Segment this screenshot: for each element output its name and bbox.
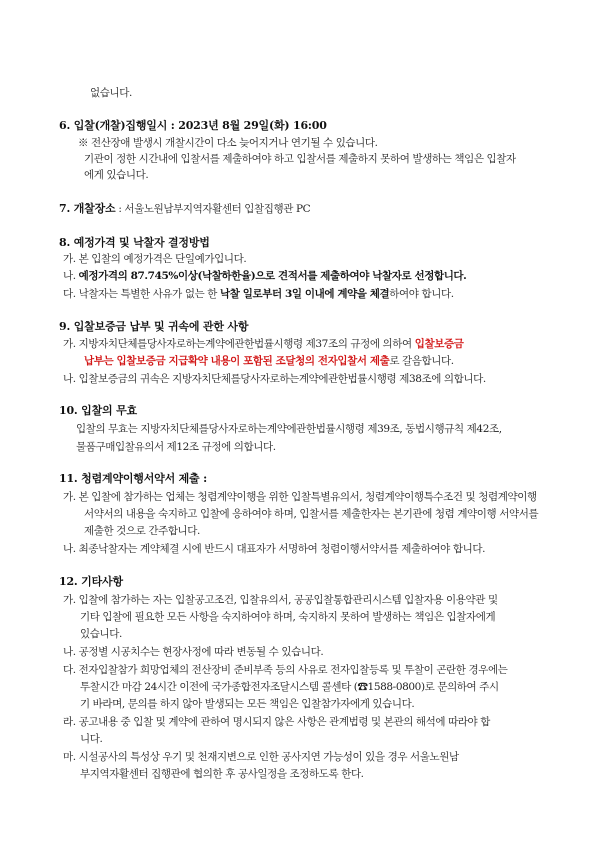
section-12-item-ra: 라. 공고내용 중 입찰 및 계약에 관하여 명시되지 않은 사항은 관계법령 및 본관의 해석에 따라야 합 — [63, 716, 490, 728]
section-12-item-ma: 마. 시설공사의 특성상 우기 및 천재지변으로 인한 공사지연 가능성이 있을 경우 서울노원남 — [63, 751, 459, 763]
section-12-item-na: 나. 공정별 시공치수는 현장사정에 따라 변동될 수 있습니다. — [63, 646, 324, 658]
section-12-item-ga-cont: 있습니다. — [80, 628, 122, 640]
section-7: 7. 개찰장소 : 서울노원남부지역자활센터 입찰집행관 PC — [59, 202, 311, 215]
section-12-item-ga: 가. 입찰에 참가하는 자는 입찰공고조건, 입찰유의서, 공공입찰통합관리시스템 입찰자용 이용약관 및 — [63, 594, 498, 606]
section-12-heading: 12. 기타사항 — [59, 575, 123, 588]
section-11-heading: 11. 청렴계약이행서약서 제출 : — [59, 472, 207, 485]
section-12-item-da-cont: 기 바라며, 문의를 하지 않아 발생되는 모든 책임은 입찰참가자에게 있습니다. — [80, 698, 415, 710]
section-11-item-na: 나. 최종낙찰자는 계약체결 시에 반드시 대표자가 서명하여 청렴이행서약서를 제출하여야 합니다. — [63, 543, 486, 555]
section-9-heading: 9. 입찰보증금 납부 및 귀속에 관한 사항 — [59, 320, 249, 333]
section-9-item-ga-cont: 납부는 입찰보증금 지급확약 내용이 포함된 조달청의 전자입찰서 제출로 갈음합니다. — [84, 355, 454, 367]
section-6-line: 에게 있습니다. — [84, 169, 149, 181]
section-8-heading: 8. 예정가격 및 낙찰자 결정방법 — [59, 236, 210, 249]
section-9-item-na: 나. 입찰보증금의 귀속은 지방자치단체를당사자로하는계약에관한법률시행령 제38조에 의합니다. — [63, 373, 486, 385]
section-12-item-ra-cont: 니다. — [80, 733, 103, 745]
section-11-item-ga-cont: 서약서의 내용을 숙지하고 입찰에 응하여야 하며, 입찰서를 제출한자는 본기관에 청렴 계약이행 서약서를 — [84, 508, 539, 520]
section-11-item-ga: 가. 본 입찰에 참가하는 업체는 청렴계약이행을 위한 입찰특별유의서, 청렴계약이행특수조건 및 청렴계약이행 — [63, 491, 537, 503]
section-10-line: 물품구매입찰유의서 제12조 규정에 의합니다. — [76, 441, 276, 453]
section-12-item-ga-cont: 기타 입찰에 필요한 모든 사항을 숙지하여야 하며, 숙지하지 못하여 발생하는 책임은 입찰자에게 — [80, 611, 496, 623]
section-6-line: 기관이 정한 시간내에 입찰서를 제출하여야 하고 입찰서를 제출하지 못하여 발생하는 책임은 입찰자 — [84, 153, 516, 165]
section-6-heading: 6. 입찰(개찰)집행일시 : 2023년 8월 29일(화) 16:00 — [59, 119, 327, 132]
section-9-item-ga: 가. 지방자치단체를당사자로하는계약에관한법률시행령 제37조의 규정에 의하여 입찰보증금 — [63, 338, 464, 350]
section-12-item-da-cont: 투찰시간 마감 24시간 이전에 국가종합전자조달시스템 콜센타 (☎1588-0800)로 문의하여 주시 — [80, 681, 499, 693]
section-10-line: 입찰의 무효는 지방자치단체를당사자로하는계약에관한법률시행령 제39조, 동법시행규칙 제42조, — [76, 423, 502, 435]
continuation-text: 없습니다. — [90, 87, 132, 99]
section-12-item-ma-cont: 부지역자활센터 집행관에 협의한 후 공사일정을 조정하도록 한다. — [80, 768, 364, 780]
section-10-heading: 10. 입찰의 무효 — [59, 404, 137, 417]
section-8-item-na: 나. 예정가격의 87.745%이상(낙찰하한율)으로 견적서를 제출하여야 낙찰자로 선정합니다. — [63, 270, 467, 282]
section-11-item-ga-cont: 제출한 것으로 간주합니다. — [84, 525, 200, 537]
section-8-item-ga: 가. 본 입찰의 예정가격은 단일예가입니다. — [63, 253, 247, 265]
section-6-note: ※ 전산장애 발생시 개찰시간이 다소 늦어지거나 연기될 수 있습니다. — [78, 137, 378, 149]
section-12-item-da: 다. 전자입찰참가 희망업체의 전산장비 준비부족 등의 사유로 전자입찰등록 및 투찰이 곤란한 경우에는 — [63, 664, 508, 676]
section-8-item-da: 다. 낙찰자는 특별한 사유가 없는 한 낙찰 일로부터 3일 이내에 계약을 체결하여야 합니다. — [63, 288, 454, 300]
